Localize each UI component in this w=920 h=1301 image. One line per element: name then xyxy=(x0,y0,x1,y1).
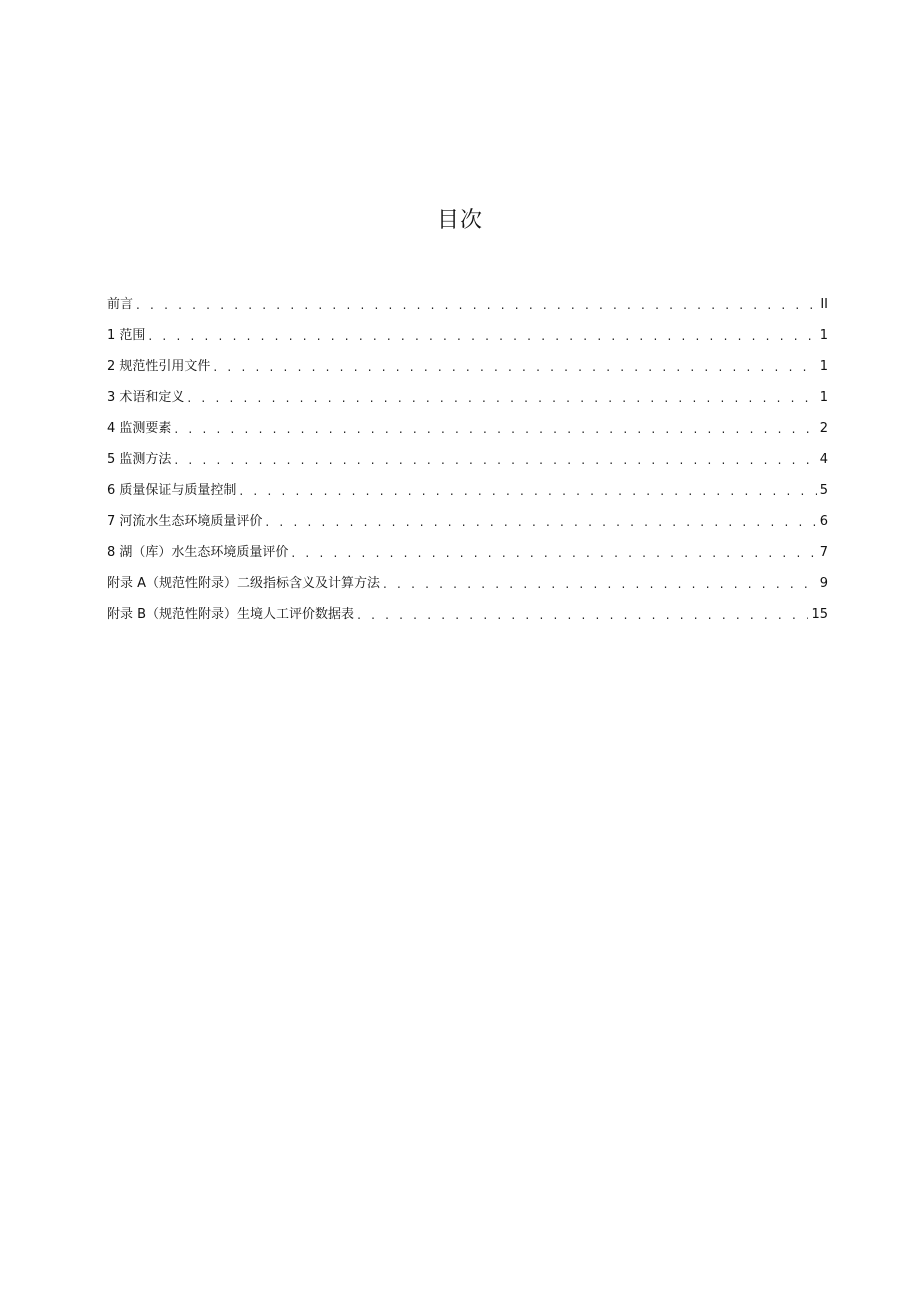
toc-entry-foreword[interactable] xyxy=(107,284,828,315)
toc-dot-leader xyxy=(383,574,817,594)
toc-entry-page: 2 xyxy=(819,421,828,436)
toc-entry-page: 4 xyxy=(819,452,828,467)
toc-dot-leader xyxy=(213,357,816,377)
toc-entry-page: 1 xyxy=(819,328,828,343)
toc-entry-label: 3 术语和定义 xyxy=(107,390,185,405)
toc-entry-label: 附录 B（规范性附录）生境人工评价数据表 xyxy=(107,607,355,622)
toc-title: 目次 xyxy=(436,208,483,233)
toc-dot-leader xyxy=(148,326,816,346)
toc-entry-normative-references[interactable] xyxy=(107,346,828,377)
toc-entry-page: 7 xyxy=(819,545,828,560)
toc-entry-page: 15 xyxy=(811,607,828,622)
toc-dot-leader xyxy=(174,419,816,439)
toc-dot-leader xyxy=(265,512,816,532)
toc-entry-label: 2 规范性引用文件 xyxy=(107,359,211,374)
toc-entry-label: 5 监测方法 xyxy=(107,452,172,467)
toc-entry-page: 9 xyxy=(819,576,828,591)
toc-entry-page: 1 xyxy=(819,359,828,374)
toc-dot-leader xyxy=(174,450,816,470)
toc-entry-label: 1 范围 xyxy=(107,328,146,343)
toc-entry-label: 6 质量保证与质量控制 xyxy=(107,483,237,498)
toc-entry-page: 6 xyxy=(819,514,828,529)
toc-entry-label: 8 湖（库）水生态环境质量评价 xyxy=(107,545,289,560)
table-of-contents xyxy=(107,284,828,625)
toc-dot-leader xyxy=(357,605,808,625)
toc-entry-page: II xyxy=(820,297,828,312)
toc-entry-monitoring-elements[interactable] xyxy=(107,408,828,439)
toc-entry-lake-evaluation[interactable] xyxy=(107,532,828,563)
toc-entry-quality-assurance[interactable] xyxy=(107,470,828,501)
toc-dot-leader xyxy=(291,543,816,563)
toc-dot-leader xyxy=(187,388,816,408)
toc-dot-leader xyxy=(239,481,816,501)
toc-entry-monitoring-methods[interactable] xyxy=(107,439,828,470)
toc-entry-appendix-b[interactable] xyxy=(107,594,828,625)
toc-entry-label: 4 监测要素 xyxy=(107,421,172,436)
toc-entry-page: 5 xyxy=(819,483,828,498)
toc-entry-label: 前言 xyxy=(107,297,134,312)
toc-dot-leader xyxy=(136,295,817,315)
toc-entry-page: 1 xyxy=(819,390,828,405)
toc-entry-river-evaluation[interactable] xyxy=(107,501,828,532)
toc-entry-label: 附录 A（规范性附录）二级指标含义及计算方法 xyxy=(107,576,381,591)
toc-entry-label: 7 河流水生态环境质量评价 xyxy=(107,514,263,529)
toc-entry-terms-definitions[interactable] xyxy=(107,377,828,408)
toc-entry-scope[interactable] xyxy=(107,315,828,346)
toc-entry-appendix-a[interactable] xyxy=(107,563,828,594)
